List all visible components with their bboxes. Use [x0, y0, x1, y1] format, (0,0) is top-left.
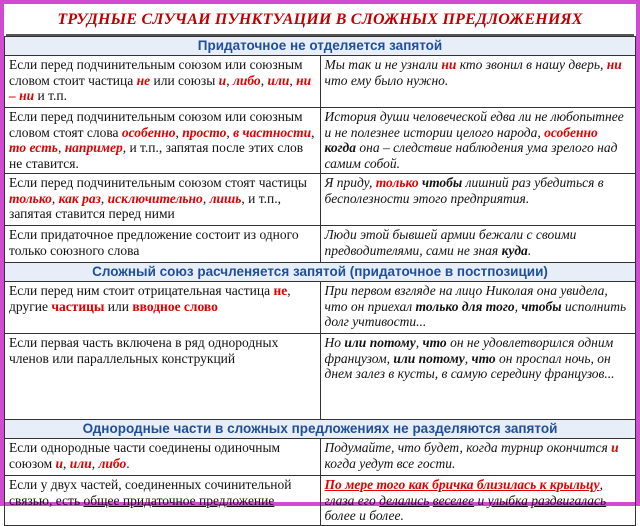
text-run: , и т.п., запятая после этих слов не ставится. [9, 140, 304, 171]
text-run: Если у двух частей, соединенных сочинительной связью, есть [9, 477, 292, 508]
text-run: не [136, 72, 151, 88]
text-run: . [527, 242, 532, 258]
text-run: только для того [415, 298, 515, 314]
rule-cell [5, 439, 321, 476]
text-run: или союзы [150, 72, 219, 88]
example-cell [320, 226, 636, 263]
text-run: и [55, 455, 64, 471]
rule-cell [5, 174, 321, 226]
text-run: , [202, 190, 210, 206]
text-run: , [464, 350, 472, 366]
rule-cell [5, 108, 321, 174]
text-run: например [64, 140, 123, 155]
text-run: Если первая часть включена в ряд однородных членов или параллельных конструкций [9, 335, 279, 366]
text-run: то есть [9, 140, 58, 155]
rule-cell [5, 226, 321, 263]
text-run: При первом взгляде на лицо Николая она увидела, что он приехал [324, 283, 608, 314]
rule-cell [5, 56, 321, 108]
table-row [5, 282, 636, 334]
text-run: Но [324, 335, 345, 350]
text-run: делались [379, 492, 430, 508]
text-run: Если придаточное предложение состоит из одного только союзного слова [9, 227, 299, 258]
text-run: , и т.п., запятая ставится перед ними [9, 190, 282, 221]
text-run: , [100, 190, 108, 206]
table-row [5, 174, 636, 226]
text-run: либо [98, 455, 127, 471]
text-run: более и более. [324, 508, 404, 523]
rule-cell [5, 476, 321, 526]
text-run: или [69, 455, 92, 471]
text-run: и [218, 72, 227, 88]
text-run: , [514, 298, 522, 314]
text-run: , [260, 72, 268, 88]
text-run: или [267, 72, 290, 88]
text-run: что [422, 335, 447, 350]
text-run: , глаза его [324, 477, 603, 508]
section-heading-row [5, 37, 636, 56]
rule-cell [5, 334, 321, 420]
text-run: просто [182, 124, 227, 140]
section-heading-row [5, 420, 636, 439]
text-run: , [311, 124, 315, 140]
text-run: Я приду, [324, 175, 376, 190]
text-run: он не удовлетворился одним французом, [324, 335, 614, 366]
text-run: веселее [432, 492, 475, 508]
text-run: Подумайте, что будет, когда турнир окончится [324, 440, 612, 455]
text-run: Если перед подчинительным союзом стоят частицы [9, 175, 307, 190]
text-run: По мере того как бричка близилась к крыльцу [324, 477, 600, 492]
example-cell [320, 56, 636, 108]
text-run: Если перед подчинительным союзом или союзным словом стоит частица [9, 57, 303, 88]
section-heading: Придаточное не отделяется запятой [5, 37, 636, 56]
text-run: исключительно [107, 190, 203, 206]
section-heading: Однородные части в сложных предложениях не разделяются запятой [5, 420, 636, 439]
text-run: либо [232, 72, 261, 88]
text-run: ни [606, 57, 622, 72]
rule-cell [5, 282, 321, 334]
text-run: , [175, 124, 183, 140]
text-run: или потому [393, 350, 465, 366]
text-run: , [91, 455, 99, 471]
rules-table-body [5, 37, 636, 526]
example-cell [320, 282, 636, 334]
text-run: Если перед подчинительным союзом или союзным словом стоят слова [9, 109, 303, 140]
text-run: исполнить долг учтивости... [324, 298, 627, 329]
text-run: , другие [9, 283, 291, 314]
text-run: , [226, 124, 234, 140]
text-run: чтобы [521, 298, 562, 314]
text-run: куда [501, 242, 528, 258]
text-run: она – следствие наблюдения ума зрелого над самим собой. [324, 140, 618, 171]
text-run: и [611, 440, 619, 455]
text-run: когда уедут все гости. [324, 455, 456, 471]
text-run: не [273, 283, 288, 298]
example-cell [320, 108, 636, 174]
text-run: или [104, 298, 133, 314]
table-row [5, 476, 636, 526]
text-run: улыбка [487, 492, 528, 508]
section-heading-row [5, 263, 636, 282]
text-run: лишь [209, 190, 242, 206]
text-run: , [226, 72, 233, 88]
text-run: , [63, 455, 70, 471]
text-run: он проспал ночь, он днем залез в кусты, в самую середину французов... [324, 350, 615, 381]
table-row [5, 334, 636, 420]
text-run: и т.п. [34, 88, 67, 103]
text-run: вводное слово [132, 298, 218, 314]
page-title: ТРУДНЫЕ СЛУЧАИ ПУНКТУАЦИИ В СЛОЖНЫХ ПРЕДЛОЖЕНИЯХ [6, 6, 634, 36]
text-run: только [375, 175, 419, 190]
text-run: , [57, 140, 65, 155]
text-run: чтобы [422, 175, 463, 190]
example-cell [320, 439, 636, 476]
table-row [5, 108, 636, 174]
text-run: Мы так и не узнали [324, 57, 442, 72]
text-run: только [9, 190, 52, 206]
text-run: как раз [58, 190, 101, 206]
example-cell [320, 334, 636, 420]
text-run: что [471, 350, 496, 366]
text-run: частицы [51, 298, 105, 314]
table-row [5, 439, 636, 476]
text-run: История души человеческой едва ли не любопытнее и не полезнее истории целого народа, [324, 109, 624, 140]
text-run: лишний раз убедиться в бесполезности этого предприятия. [324, 175, 604, 206]
text-run: . [126, 455, 130, 471]
text-run: , [51, 190, 59, 206]
text-run: Если однородные части соединены одиночным союзом [9, 440, 281, 471]
table-row [5, 226, 636, 263]
text-run: общее придаточное предложение [83, 492, 275, 508]
text-run: или потому [344, 335, 416, 350]
example-cell [320, 174, 636, 226]
example-cell [320, 476, 636, 526]
text-run: в частности [233, 124, 312, 140]
text-run: , [415, 335, 423, 350]
section-heading: Сложный союз расчленяется запятой (придаточное в постпозиции) [5, 263, 636, 282]
text-run: что ему было нужно. [324, 72, 449, 88]
text-run: Если перед ним стоит отрицательная частица [9, 283, 274, 298]
rules-table [4, 36, 636, 526]
text-run: ни – ни [9, 72, 312, 103]
text-run: особенно [121, 124, 176, 140]
text-run: и [474, 492, 488, 508]
text-run: раздвигалась [531, 492, 607, 508]
text-run: особенно [544, 124, 598, 140]
text-run: , [289, 72, 297, 88]
text-run: когда [324, 140, 357, 155]
text-run: Люди этой бывшей армии бежали с своими предводителями, сами не зная [324, 227, 577, 258]
text-run: ни [441, 57, 457, 72]
table-row [5, 56, 636, 108]
text-run: кто звонил в нашу дверь, [456, 57, 607, 72]
